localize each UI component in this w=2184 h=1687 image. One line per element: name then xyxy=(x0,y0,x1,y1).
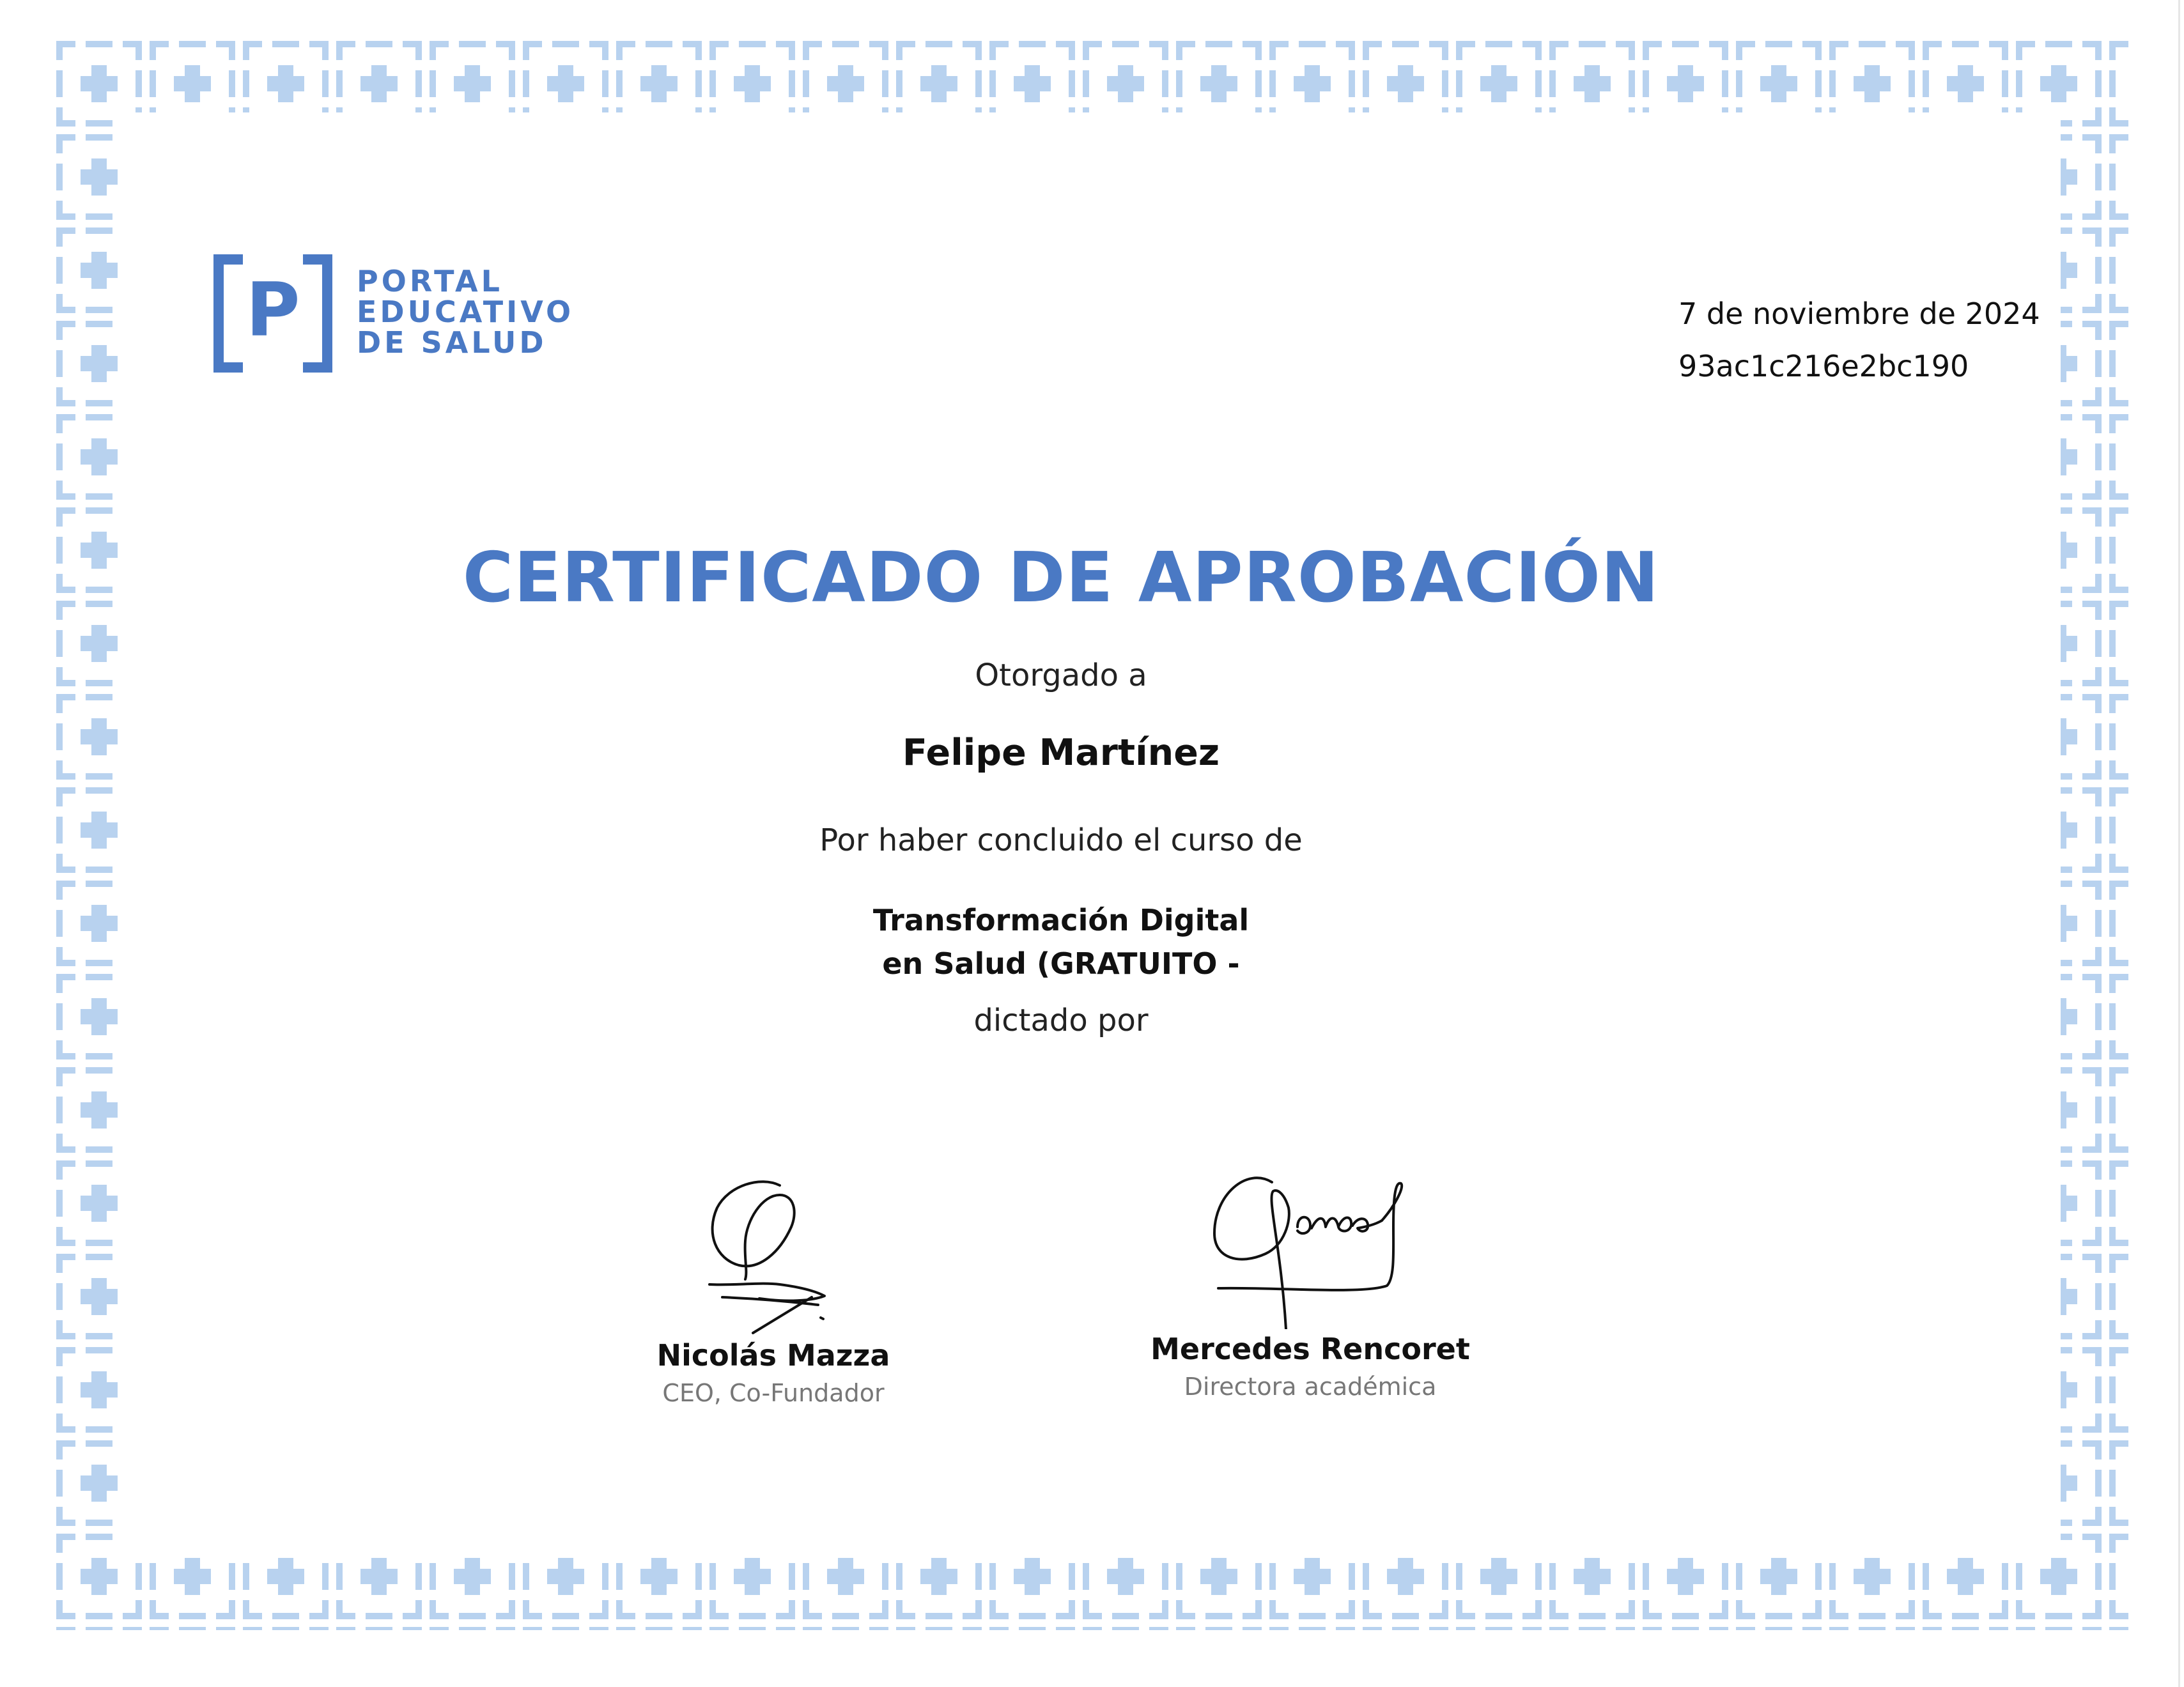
bracket-p-logo-icon xyxy=(213,254,332,373)
course-line-1: Transformación Digital xyxy=(872,903,1250,937)
signer-role-director: Directora académica xyxy=(1184,1373,1437,1401)
signature-drawing-ceo xyxy=(684,1169,863,1336)
verification-code: 93ac1c216e2bc190 xyxy=(1678,349,1969,383)
recipient-name: Felipe Martínez xyxy=(902,732,1220,774)
page-edge xyxy=(2178,0,2180,1687)
course-intro: Por haber concluido el curso de xyxy=(819,822,1303,858)
portal-logo xyxy=(213,254,597,373)
signer-name-ceo: Nicolás Mazza xyxy=(656,1338,890,1373)
signer-role-ceo: CEO, Co-Fundador xyxy=(662,1379,885,1407)
signer-name-director: Mercedes Rencoret xyxy=(1150,1332,1470,1366)
awarded-to-label: Otorgado a xyxy=(975,658,1147,693)
course-name xyxy=(0,898,2122,985)
logo-wordmark xyxy=(357,266,574,358)
course-line-2: en Salud (GRATUITO - xyxy=(882,946,1240,981)
logo-mark-letter: P xyxy=(245,267,300,353)
dictated-by-label: dictado por xyxy=(973,1003,1149,1038)
signature-block-ceo xyxy=(582,1169,965,1411)
logo-line-2: EDUCATIVO xyxy=(357,295,575,329)
logo-line-3: DE SALUD xyxy=(357,325,547,360)
issue-date: 7 de noviembre de 2024 xyxy=(1678,297,2040,331)
certificate-meta xyxy=(1678,294,2040,399)
certificate-title: CERTIFICADO DE APROBACIÓN xyxy=(462,538,1660,618)
signature-drawing-director xyxy=(1202,1169,1419,1329)
signature-block-director xyxy=(1119,1169,1502,1405)
logo-line-1: PORTAL xyxy=(357,264,503,298)
